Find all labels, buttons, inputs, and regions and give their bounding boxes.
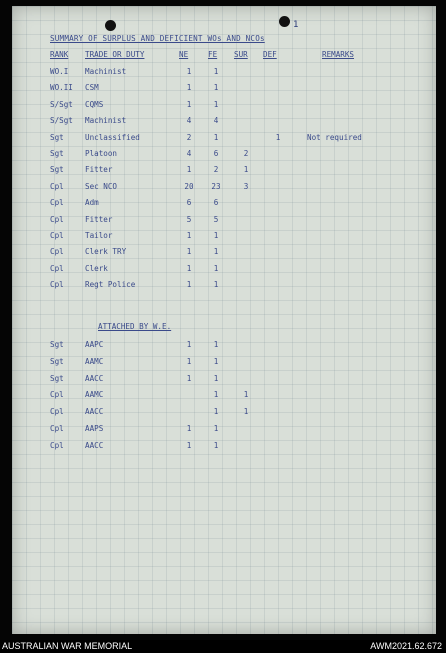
cell-trade: Platoon (85, 149, 118, 158)
cell-ne: 4 (186, 116, 192, 126)
header-rank: RANK (50, 50, 69, 59)
cell-rank: Cpl (50, 181, 64, 191)
cell-ne: 1 (186, 247, 192, 257)
cell-trade: AAMC (85, 356, 104, 366)
cell-rank: Sgt (50, 340, 64, 349)
cell-fe: 1 (213, 390, 219, 400)
header-def: DEF (263, 50, 277, 59)
cell-fe: 6 (213, 198, 219, 208)
cell-ne: 1 (186, 440, 192, 450)
cell-rank: Cpl (50, 214, 64, 224)
cell-fe: 1 (213, 356, 219, 366)
cell-rank: WO.II (50, 83, 73, 93)
cell-ne: 5 (186, 214, 192, 224)
cell-ne: 20 (184, 181, 194, 191)
cell-rank: Cpl (50, 424, 64, 433)
cell-trade: Machinist (85, 67, 127, 76)
cell-sur: 3 (243, 181, 249, 191)
cell-trade: Unclassified (85, 132, 140, 142)
cell-fe: 1 (213, 83, 219, 93)
cell-rank: Sgt (50, 356, 64, 366)
page-mark: 1 (293, 20, 299, 30)
cell-rank: Sgt (50, 149, 64, 158)
document-page (12, 6, 436, 634)
cell-trade: AAPC (85, 340, 104, 349)
cell-sur: 2 (243, 149, 249, 158)
cell-sur: 1 (243, 407, 249, 417)
cell-fe: 1 (213, 67, 219, 76)
cell-fe: 5 (213, 214, 219, 224)
cell-ne: 1 (186, 280, 192, 290)
cell-rank: Sgt (50, 373, 64, 383)
cell-rank: S/Sgt (50, 116, 73, 126)
cell-fe: 1 (213, 280, 219, 290)
cell-fe: 6 (213, 149, 219, 158)
attached-section-title: ATTACHED BY W.E. (98, 322, 172, 331)
cell-fe: 1 (213, 247, 219, 257)
cell-trade: AAPS (85, 424, 104, 433)
cell-fe: 4 (213, 116, 219, 126)
footer-accession: AWM2021.62.672 (370, 641, 442, 651)
cell-rank: Cpl (50, 440, 64, 450)
header-ne: NE (179, 50, 189, 59)
cell-rank: Cpl (50, 390, 64, 400)
cell-trade: CQMS (85, 99, 104, 109)
cell-rank: S/Sgt (50, 99, 73, 109)
cell-trade: Adm (85, 198, 99, 208)
cell-ne: 1 (186, 263, 192, 273)
cell-ne: 1 (186, 99, 192, 109)
cell-trade: Tailor (85, 231, 113, 240)
cell-ne: 6 (186, 198, 192, 208)
cell-rank: WO.I (50, 67, 69, 76)
punch-hole-icon (105, 20, 116, 31)
cell-rank: Cpl (50, 247, 64, 257)
cell-rank: Sgt (50, 165, 64, 175)
cell-trade: Machinist (85, 116, 127, 126)
cell-ne: 1 (186, 67, 192, 76)
cell-fe: 1 (213, 373, 219, 383)
cell-ne: 1 (186, 231, 192, 240)
footer-credit: AUSTRALIAN WAR MEMORIAL (2, 641, 133, 651)
header-remarks: REMARKS (322, 50, 355, 59)
document-title: SUMMARY OF SURPLUS AND DEFICIENT WOs AND NCOs (50, 34, 265, 43)
cell-fe: 1 (213, 440, 219, 450)
cell-trade: Clerk (85, 263, 108, 273)
cell-ne: 4 (186, 149, 192, 158)
cell-trade: Fitter (85, 214, 113, 224)
cell-fe: 1 (213, 340, 219, 349)
cell-fe: 23 (211, 181, 221, 191)
cell-ne: 1 (186, 83, 192, 93)
cell-sur: 1 (243, 390, 249, 400)
punch-hole-icon (279, 16, 290, 27)
cell-trade: Sec NCO (85, 181, 118, 191)
cell-ne: 1 (186, 373, 192, 383)
cell-trade: AACC (85, 373, 104, 383)
cell-rank: Sgt (50, 132, 64, 142)
cell-remarks: Not required (307, 132, 362, 142)
header-fe: FE (208, 50, 218, 59)
cell-fe: 2 (213, 165, 219, 175)
cell-fe: 1 (213, 424, 219, 433)
cell-rank: Cpl (50, 280, 64, 290)
cell-trade: AAMC (85, 390, 104, 400)
cell-fe: 1 (213, 263, 219, 273)
cell-rank: Cpl (50, 263, 64, 273)
cell-fe: 1 (213, 231, 219, 240)
cell-fe: 1 (213, 99, 219, 109)
header-sur: SUR (234, 50, 248, 59)
cell-trade: CSM (85, 83, 99, 93)
cell-ne: 2 (186, 132, 192, 142)
cell-trade: Fitter (85, 165, 113, 175)
cell-ne: 1 (186, 165, 192, 175)
cell-trade: Clerk TRY (85, 247, 127, 257)
cell-ne: 1 (186, 340, 192, 349)
cell-fe: 1 (213, 132, 219, 142)
cell-rank: Cpl (50, 231, 64, 240)
header-trade: TRADE OR DUTY (85, 50, 145, 59)
cell-ne: 1 (186, 356, 192, 366)
cell-trade: AACC (85, 407, 104, 417)
cell-trade: AACC (85, 440, 104, 450)
cell-rank: Cpl (50, 198, 64, 208)
cell-trade: Regt Police (85, 280, 136, 290)
cell-sur: 1 (243, 165, 249, 175)
cell-rank: Cpl (50, 407, 64, 417)
cell-fe: 1 (213, 407, 219, 417)
cell-def: 1 (275, 132, 281, 142)
cell-ne: 1 (186, 424, 192, 433)
